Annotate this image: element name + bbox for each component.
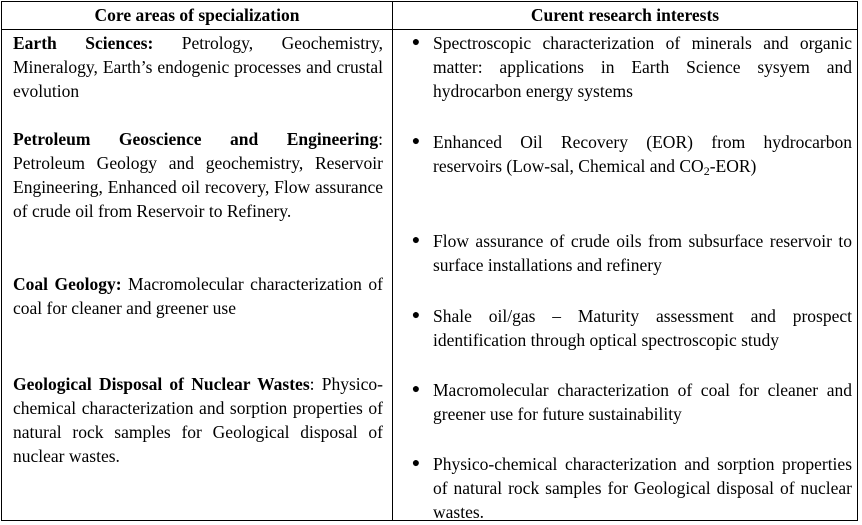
area-text: : Physico-chemical characterization and sorption properties of natural rock samples for Geological disposal of nuclear wastes. bbox=[13, 374, 383, 466]
area-petroleum bbox=[13, 127, 383, 223]
bullet-icon: ● bbox=[411, 233, 421, 248]
interest-text: Enhanced Oil Recovery (EOR) from hydrocarbon reservoirs (Low-sal, Chemical and CO bbox=[433, 132, 852, 176]
area-title: Earth Sciences: bbox=[13, 33, 154, 53]
column-divider bbox=[392, 2, 393, 520]
header-divider bbox=[2, 29, 857, 30]
area-text: : Petroleum Geology and geochemistry, Reservoir Engineering, Enhanced oil recovery, Flow assurance of crude oil from Reservoir to Refinery. bbox=[13, 129, 383, 221]
bullet-icon: ● bbox=[411, 134, 421, 149]
interest-item bbox=[433, 130, 852, 183]
area-title: Geological Disposal of Nuclear Wastes bbox=[13, 374, 310, 394]
interest-item: Physico-chemical characterization and sorption properties of natural rock samples for Geological disposal of nuclear wastes. bbox=[433, 454, 852, 522]
interest-item: Macromolecular characterization of coal for cleaner and greener use for future sustainability bbox=[433, 380, 852, 424]
area-coal-geology bbox=[13, 272, 383, 320]
bullet-icon: ● bbox=[411, 35, 421, 50]
header-core-areas: Core areas of specialization bbox=[94, 5, 300, 25]
area-earth-sciences bbox=[13, 31, 383, 103]
area-nuclear-waste bbox=[13, 372, 383, 468]
bullet-icon: ● bbox=[411, 308, 421, 323]
interest-item: Shale oil/gas – Maturity assessment and prospect identification through optical spectroscopic study bbox=[433, 306, 852, 350]
interest-item: Spectroscopic characterization of minerals and organic matter: applications in Earth Science sysyem and hydrocarbon energy systems bbox=[433, 33, 852, 101]
area-title: Coal Geology: bbox=[13, 274, 122, 294]
interest-item: Flow assurance of crude oils from subsurface reservoir to surface installations and refinery bbox=[433, 231, 852, 275]
co2-subscript: 2 bbox=[703, 164, 710, 178]
area-text: Petrology, Geochemistry, Mineralogy, Earth’s endogenic processes and crustal evolution bbox=[13, 33, 383, 101]
area-title: Petroleum Geoscience and Engineering bbox=[13, 129, 379, 149]
area-text: Macromolecular characterization of coal for cleaner and greener use bbox=[13, 274, 383, 318]
specialization-table bbox=[1, 1, 858, 521]
interest-suffix: -EOR) bbox=[709, 156, 757, 176]
bullet-icon: ● bbox=[411, 456, 421, 471]
bullet-icon: ● bbox=[411, 382, 421, 397]
header-research-interests: Curent research interests bbox=[530, 5, 720, 25]
